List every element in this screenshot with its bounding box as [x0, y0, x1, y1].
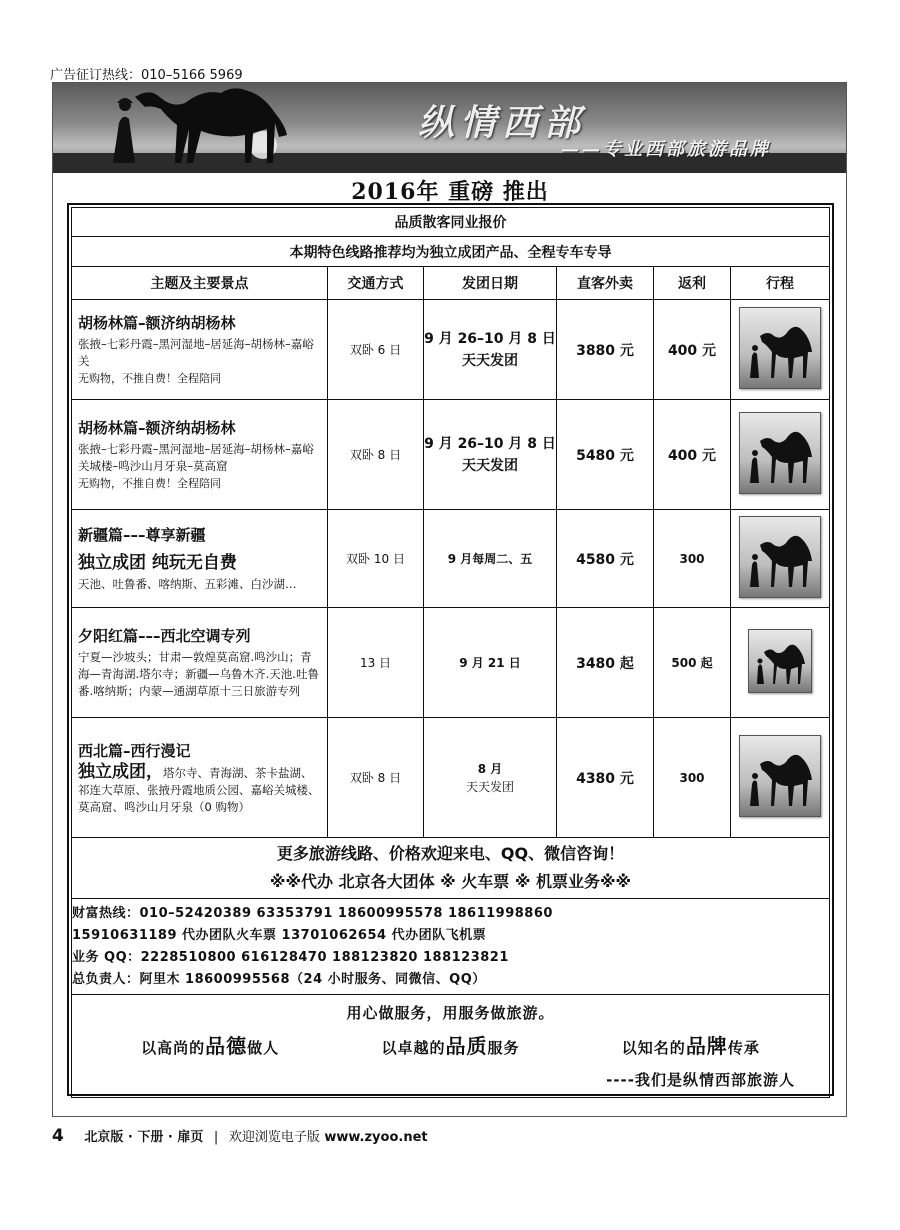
header-itinerary: 行程 — [731, 267, 830, 300]
motto-3-post: 传承 — [727, 1039, 760, 1057]
route-highlight: 独立成团 纯玩无自费 — [78, 553, 237, 573]
route-text: 宁夏—沙坡头；甘肃—敦煌莫高窟.鸣沙山；青海—青海湖.塔尔寺；新疆—乌鲁木齐.天池.吐鲁番.喀纳斯；内蒙—通湖草原十三日旅游专列 — [78, 650, 319, 698]
route-date: 9 月每周二、五 — [447, 551, 533, 566]
header-price: 直客外卖 — [557, 267, 654, 300]
price-table — [71, 207, 830, 1098]
contact-row — [72, 899, 830, 995]
route-date: 9 月 26–10 月 8 日天天发团 — [424, 330, 556, 369]
route-title: 夕阳红篇–––西北空调专列 — [78, 627, 251, 645]
header-rebate: 返利 — [654, 267, 731, 300]
route-transport: 双卧 10 日 — [328, 510, 424, 608]
route-note: 无购物，不推自费！全程陪同 — [78, 477, 221, 490]
page-number: 4 — [52, 1126, 64, 1146]
table-row — [72, 300, 830, 400]
page-headline: 2016年 重磅 推出 — [351, 179, 549, 205]
route-rebate: 400 元 — [654, 300, 731, 400]
website-link[interactable]: www.zyoo.net — [324, 1130, 428, 1145]
service-motto: 用心做服务，用服务做旅游。 — [346, 1004, 555, 1022]
motto-1-post: 做人 — [247, 1039, 280, 1057]
route-date: 9 月 21 日 — [459, 655, 521, 670]
route-rebate: 300 — [654, 718, 731, 838]
route-title: 胡杨林篇–额济纳胡杨林 — [78, 419, 236, 437]
ad-hotline: 广告征订热线：010–5166 5969 — [50, 68, 243, 83]
table-row — [72, 718, 830, 838]
route-title: 胡杨林篇–额济纳胡杨林 — [78, 314, 236, 332]
route-transport: 双卧 8 日 — [328, 718, 424, 838]
motto-2-pre: 以卓越的 — [381, 1039, 446, 1057]
route-transport: 13 日 — [328, 608, 424, 718]
route-rebate: 300 — [654, 510, 731, 608]
route-text: 塔尔寺、青海湖、茶卡盐湖、祁连大草原、张掖丹霞地质公园、嘉峪关城楼、莫高窟、鸣沙山月牙泉（0 购物） — [78, 765, 320, 814]
motto-2-big: 品质 — [445, 1034, 488, 1058]
route-price: 4380 元 — [557, 718, 654, 838]
header-route: 主题及主要景点 — [72, 267, 328, 300]
route-note: 无购物，不推自费！全程陪同 — [78, 372, 221, 385]
header-date: 发团日期 — [424, 267, 557, 300]
table-row — [72, 510, 830, 608]
route-transport: 双卧 6 日 — [328, 300, 424, 400]
route-price: 5480 元 — [557, 400, 654, 510]
signature: ----我们是纵情西部旅游人 — [606, 1071, 795, 1089]
route-transport: 双卧 8 日 — [328, 400, 424, 510]
motto-line — [72, 1028, 829, 1066]
route-date: 8 月 — [477, 761, 503, 776]
brand-slogan: ——专业西部旅游品牌 — [561, 139, 771, 160]
route-text: 张掖–七彩丹霞–黑河湿地–居延海–胡杨林–嘉峪关 — [78, 337, 314, 368]
header-transport: 交通方式 — [328, 267, 424, 300]
table-row — [72, 608, 830, 718]
route-date: 9 月 26–10 月 8 日天天发团 — [424, 435, 556, 474]
promo-services: ※※代办 北京各大团体 ※ 火车票 ※ 机票业务※※ — [269, 872, 632, 891]
contact-hotline: 财富热线：010–52420389 63353791 18600995578 18611998860 — [72, 905, 553, 921]
route-highlight: 独立成团， — [78, 761, 163, 782]
route-text: 天池、吐鲁番、喀纳斯、五彩滩、白沙湖… — [78, 577, 297, 591]
camel-thumbnail-icon — [739, 516, 821, 598]
brand-name: 纵情西部 — [418, 102, 587, 144]
motto-2-post: 服务 — [487, 1039, 520, 1057]
motto-1-pre: 以高尚的 — [141, 1039, 206, 1057]
route-price: 3480 起 — [557, 608, 654, 718]
camel-thumbnail-icon — [748, 629, 812, 693]
footer-welcome: 欢迎浏览电子版 — [228, 1130, 320, 1145]
route-price: 4580 元 — [557, 510, 654, 608]
route-rebate: 500 起 — [654, 608, 731, 718]
camel-thumbnail-icon — [739, 412, 821, 494]
promo-line: 更多旅游线路、价格欢迎来电、QQ、微信咨询！ — [276, 844, 625, 863]
motto-1-big: 品德 — [205, 1034, 248, 1058]
header-banner — [53, 83, 846, 173]
route-title: 西北篇–西行漫记 — [78, 741, 191, 760]
route-rebate: 400 元 — [654, 400, 731, 510]
route-title: 新疆篇–––尊享新疆 — [78, 526, 206, 544]
route-text: 张掖–七彩丹霞–黑河湿地–居延海–胡杨林–嘉峪关城楼–鸣沙山月牙泉–莫高窟 — [78, 442, 314, 473]
edition-label: 北京版 · 下册 · 扉页 — [84, 1130, 204, 1145]
table-subtitle: 本期特色线路推荐均为独立成团产品、全程专车专导 — [72, 237, 830, 267]
camel-thumbnail-icon — [739, 735, 821, 817]
camel-thumbnail-icon — [739, 307, 821, 389]
closing-row — [72, 995, 830, 1098]
motto-3-big: 品牌 — [685, 1034, 728, 1058]
route-date-note: 天天发团 — [465, 779, 514, 794]
table-title: 品质散客同业报价 — [72, 208, 830, 237]
contact-agency: 15910631189 代办团队火车票 13701062654 代办团队飞机票 — [72, 927, 487, 943]
motto-3-pre: 以知名的 — [621, 1039, 686, 1057]
page-footer — [52, 1126, 428, 1146]
route-price: 3880 元 — [557, 300, 654, 400]
table-row — [72, 400, 830, 510]
promo-row — [72, 838, 830, 899]
contact-qq: 业务 QQ：2228510800 616128470 188123820 188123821 — [72, 949, 509, 965]
contact-manager: 总负责人：阿里木 18600995568（24 小时服务、同微信、QQ） — [72, 971, 486, 987]
table-header-row — [72, 267, 830, 300]
footer-divider: | — [213, 1130, 219, 1145]
